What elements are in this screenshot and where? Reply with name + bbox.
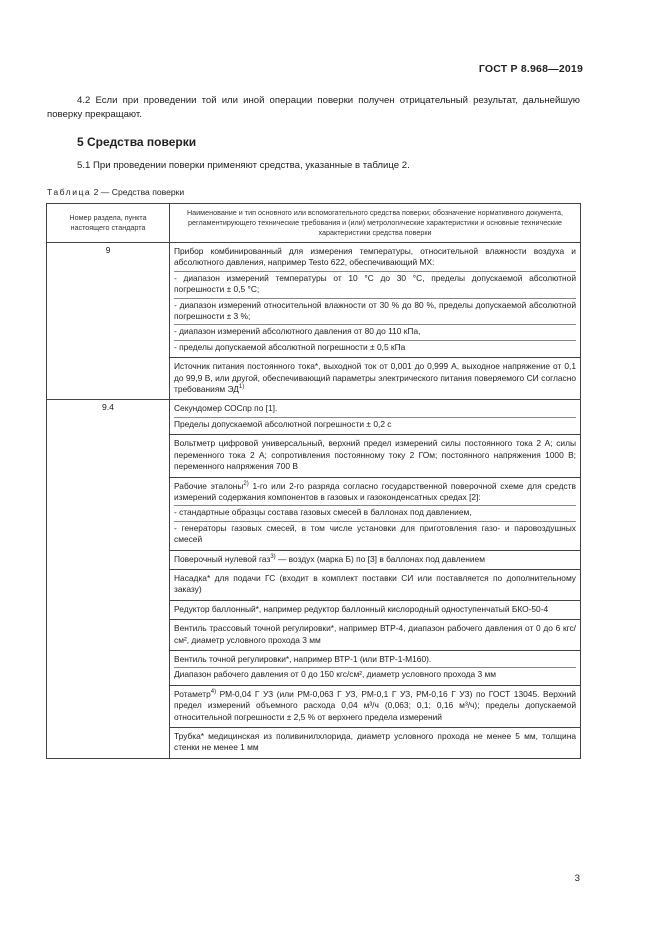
- description-line: Пределы допускаемой абсолютной погрешности ± 0,2 с: [174, 418, 392, 429]
- tool-description-cell: [170, 650, 581, 685]
- standard-number: ГОСТ Р 8.968—2019: [478, 63, 583, 75]
- description-line: Трубка* медицинская из поливинилхлорида, диаметр условного прохода не менее 5 мм, толщина стенки не менее 1 мм: [174, 731, 576, 753]
- description-line: Рабочие эталоны$^{2)}$ 1-го или 2-го разряда согласно государственной поверочной схеме для средств измерений содержания компонентов в газовых и газоконденсатных средах [2]:: [174, 480, 576, 507]
- table-caption-rest: 2 — Средства поверки: [91, 187, 185, 197]
- description-line: Прибор комбинированный для измерения температуры, относительной влажности воздуха и абсолютного давления, например Testo 622, обеспечивающий МХ:: [174, 245, 576, 272]
- tool-description-cell: [170, 435, 581, 477]
- footnote-ref: 3): [270, 553, 276, 560]
- tool-description-cell: [170, 620, 581, 651]
- col-section-header: Номер раздела, пункта настоящего стандарта: [47, 204, 170, 243]
- description-line: - диапазон измерений относительной влажности от 30 % до 80 %, пределы допускаемой абсолютной погрешности ± 3 %;: [174, 299, 576, 326]
- tool-description-cell: [170, 358, 581, 400]
- description-line: Вентиль точной регулировки*, например ВТР-1 (или ВТР-1-М160).: [174, 653, 576, 668]
- tool-description-cell: [170, 600, 581, 619]
- description-line: - пределы допускаемой абсолютной погрешности ± 0,5 кПа: [174, 341, 406, 352]
- section-title: 5 Средства поверки: [77, 135, 197, 149]
- description-line: Источник питания постоянного тока*, выходной ток от 0,001 до 0,999 А, выходное напряжение от 0,1 до 99,9 В, или другой, обеспечивающий параметры электрического питания поверяемого СИ согласно требованиям ЭД$^{1)}$: [174, 361, 576, 395]
- tool-description-cell: [170, 569, 581, 600]
- paragraph-4-2: 4.2 Если при проведении той или иной операции поверки получен отрицательный результат, дальнейшую поверку прекращают.: [47, 95, 580, 120]
- tool-description-cell: [170, 400, 581, 435]
- table-header-row: [47, 204, 581, 243]
- description-line: - генераторы газовых смесей, в том числе установки для приготовления газо- и паровоздушных смесей: [174, 522, 576, 545]
- tool-description-cell: [170, 477, 581, 550]
- footnote-ref: 2): [243, 480, 249, 487]
- footnote-ref: 4): [210, 688, 217, 695]
- col-tools-header: Наименование и тип основного или вспомогательного средства поверки; обозначение нормативного документа, регламентирующего технические требования и (или) метрологические характеристики и основные технические характеристики средства поверки: [170, 204, 581, 243]
- description-line: - стандартные образцы состава газовых смесей в баллонах под давлением,: [174, 506, 576, 521]
- tool-description-cell: [170, 728, 581, 759]
- footnote-ref: 1): [238, 384, 245, 391]
- tool-description-cell: [170, 550, 581, 569]
- description-line: Вольтметр цифровой универсальный, верхний предел измерений силы постоянного тока 2 А; силы переменного тока 2 А; сопротивления постоянному току 2 ГОм; постоянного напряжения 1000 В; переменного напряжения 700 В: [174, 438, 576, 472]
- description-line: Редуктор баллонный*, например редуктор баллонный кислородный одноступенчатый БКО-50-4: [174, 603, 549, 614]
- description-line: Секундомер СОСпр по [1].: [174, 402, 576, 417]
- description-line: Насадка* для подачи ГС (входит в комплект поставки СИ или поставляется по дополнительному заказу): [174, 572, 576, 595]
- description-line: Ротаметр$^{4)}$ РМ-0,04 Г УЗ (или РМ-0,063 Г УЗ, РМ-0,1 Г УЗ, РМ-0,16 Г УЗ) по ГОСТ 13045. Верхний предел измерений объемного расхода 0,04 м³/ч (0,063; 0,1; 0,16 м³/ч); пределы допускаемой относительной погрешности ± 2,5 % от верхнего предела измерений: [174, 688, 576, 722]
- table-row: [47, 243, 581, 358]
- tool-description-cell: [170, 685, 581, 727]
- section-number-cell: 9.4: [47, 400, 170, 758]
- tool-description-cell: [170, 243, 581, 358]
- description-line: Поверочный нулевой газ$^{3)}$ — воздух (марка Б) по [3] в баллонах под давлением: [174, 553, 485, 564]
- section-number-cell: 9: [47, 243, 170, 400]
- description-line: Вентиль трассовый точной регулировки*, например ВТР-4, диапазон рабочего давления от 0 до 6 кгс/см², диаметр условного прохода 3 мм: [174, 623, 576, 645]
- paragraph-5-1: 5.1 При проведении поверки применяют средства, указанные в таблице 2.: [77, 160, 410, 171]
- page-number: 3: [574, 873, 580, 884]
- description-line: Диапазон рабочего давления от 0 до 150 кгс/см², диаметр условного прохода 3 мм: [174, 669, 497, 680]
- table-row: [47, 400, 581, 435]
- table-caption-prefix: Таблица: [47, 187, 92, 197]
- verification-tools-table: [46, 203, 581, 759]
- description-line: - диапазон измерений температуры от 10 °С до 30 °С, пределы допускаемой абсолютной погрешности ± 0,5 °С;: [174, 272, 576, 299]
- table-caption: [47, 187, 184, 197]
- description-line: - диапазон измерений абсолютного давления от 80 до 110 кПа,: [174, 325, 576, 340]
